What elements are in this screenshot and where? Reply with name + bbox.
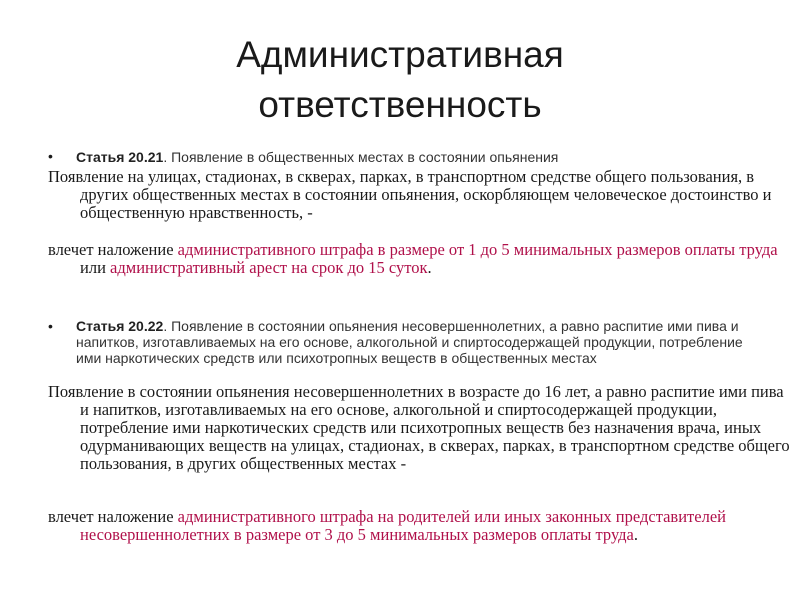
bullet-icon: • [48, 148, 53, 164]
article-20-22-heading: Статья 20.22. Появление в состоянии опьянения несовершеннолетних, а равно распитие ими пива и напитков, изготавливаемых на его основе, алкогольной и спиртосодержащей продукции, потребление ими наркотических средств или психотропных веществ в общественных местах [76, 318, 743, 366]
bullet-icon: • [48, 318, 53, 334]
article-20-21-heading: Статья 20.21. Появление в общественных местах в состоянии опьянения [76, 149, 559, 165]
arrest-text: административный арест на срок до 15 суток [110, 258, 428, 277]
slide-title-line2: ответственность [258, 84, 542, 125]
slide-title-line1: Административная [236, 34, 564, 75]
article-20-21-penalty: влечет наложение административного штрафа в размере от 1 до 5 минимальных размеров оплаты труда или административный арест на срок до 15 суток. [48, 240, 778, 277]
article-20-21-label: Статья 20.21 [76, 149, 164, 165]
fine-text: административного штрафа в размере от 1 до 5 минимальных размеров оплаты труда [177, 240, 778, 259]
article-20-22-body: Появление в состоянии опьянения несовершеннолетних в возрасте до 16 лет, а равно распитие ими пива и напитков, изготавливаемых на его основе, алкогольной и спиртосодержащей продукции, потребление ими наркотических средств или психотропных веществ без назначения врача, иных одурманивающих веществ на улицах, стадионах, в скверах, парках, в транспортном средстве общего пользования, в других общественных местах - [48, 382, 790, 473]
slide-title [0, 30, 800, 130]
article-20-22-penalty: влечет наложение административного штрафа на родителей или иных законных представителей несовершеннолетних в размере от 3 до 5 минимальных размеров оплаты труда. [48, 507, 726, 544]
article-20-22-label: Статья 20.22 [76, 318, 164, 334]
fine-text: административного штрафа на родителей или иных законных представителей несовершеннолетних в размере от 3 до 5 минимальных размеров оплаты труда [80, 507, 726, 544]
article-20-21-body: Появление на улицах, стадионах, в скверах, парках, в транспортном средстве общего пользования, в других общественных местах в состоянии опьянения, оскорбляющем человеческое достоинство и общественную нравственность, - [48, 167, 772, 222]
